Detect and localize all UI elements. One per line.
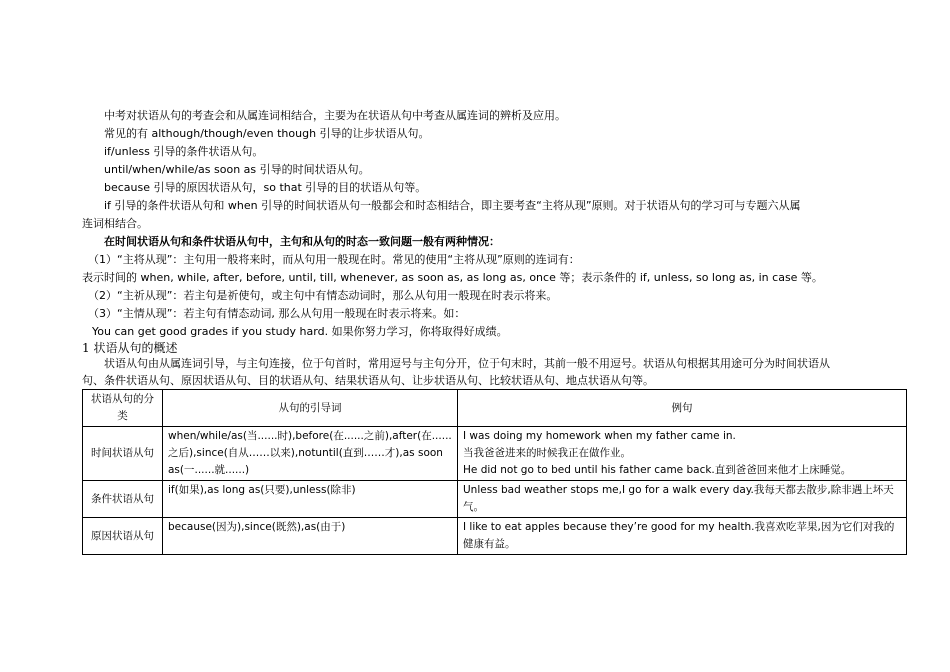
intro-line-6: if 引导的条件状语从句和 when 引导的时间状语从句一般都会和时态相结合，即主要考查“主将从现”原则。对于状语从句的学习可与专题六从属	[104, 199, 801, 212]
header-category: 状语从句的分类	[83, 390, 163, 427]
row-connectors: because(因为),since(既然),as(由于)	[163, 518, 458, 555]
intro-line-3: if/unless 引导的条件状语从句。	[104, 145, 264, 158]
rule-line-1: （1）“主将从现”：主句用一般将来时，而从句用一般现在时。常见的使用“主将从现”原则的连词有：	[88, 253, 580, 266]
intro-line-7: 连词相结合。	[82, 217, 148, 230]
row-examples	[458, 427, 907, 481]
header-connectors: 从句的引导词	[163, 390, 458, 427]
intro-line-2: 常见的有 although/though/even though 引导的让步状语从句。	[104, 127, 430, 140]
intro-line-4: until/when/while/as soon as 引导的时间状语从句。	[104, 163, 370, 176]
rule-line-4: （3）“主情从现”：若主句有情态动词, 那么从句用一般现在时表示将来。如：	[88, 307, 466, 320]
example-line: Unless bad weather stops me,I go for a walk every day.我每天都去散步,除非遇上坏天气。	[463, 484, 894, 513]
example-line: I like to eat apples because they’re good for my health.我喜欢吃苹果,因为它们对我的健康有益。	[463, 521, 895, 550]
header-examples: 例句	[458, 390, 907, 427]
row-connectors: when/while/as(当......时),before(在......之前),after(在......之后),since(自从……以来),notuntil(直到……才),as soon as(一......就......)	[163, 427, 458, 481]
table-row	[83, 518, 907, 555]
row-category: 条件状语从句	[83, 481, 163, 518]
row-connectors: if(如果),as long as(只要),unless(除非)	[163, 481, 458, 518]
bold-heading: 在时间状语从句和条件状语从句中，主句和从句的时态一致问题一般有两种情况：	[104, 235, 500, 248]
table-row	[83, 481, 907, 518]
section-title: 1 状语从句的概述	[82, 341, 178, 355]
intro-line-1: 中考对状语从句的考查会和从属连词相结合，主要为在状语从句中考查从属连词的辨析及应用。	[104, 109, 566, 122]
intro-line-5: because 引导的原因状语从句，so that 引导的目的状语从句等。	[104, 181, 427, 194]
example-sentence: You can get good grades if you study hard. 如果你努力学习，你将取得好成绩。	[92, 325, 508, 338]
row-examples	[458, 518, 907, 555]
adverbial-clause-table	[82, 389, 907, 555]
row-category: 时间状语从句	[83, 427, 163, 481]
rule-line-3: （2）“主祈从现”：若主句是祈使句，或主句中有情态动词时，那么从句用一般现在时表示将来。	[88, 289, 558, 302]
example-line: He did not go to bed until his father came back.直到爸爸回来他才上床睡觉。	[463, 464, 852, 476]
table-row	[83, 427, 907, 481]
table-header-row	[83, 390, 907, 427]
overview-line-1: 状语从句由从属连词引导，与主句连接，位于句首时，常用逗号与主句分开，位于句末时，其前一般不用逗号。状语从句根据其用途可分为时间状语从	[104, 357, 830, 370]
rule-line-2: 表示时间的 when, while, after, before, until, till, whenever, as soon as, as long as, once 等；表示条件的 if, unless, so long as, in case 等。	[82, 271, 823, 284]
overview-line-2: 句、条件状语从句、原因状语从句、目的状语从句、结果状语从句、让步状语从句、比较状语从句、地点状语从句等。	[82, 374, 654, 387]
example-line: I was doing my homework when my father came in.	[463, 430, 736, 442]
example-line: 当我爸爸进来的时候我正在做作业。	[463, 447, 631, 459]
row-examples	[458, 481, 907, 518]
row-category: 原因状语从句	[83, 518, 163, 555]
